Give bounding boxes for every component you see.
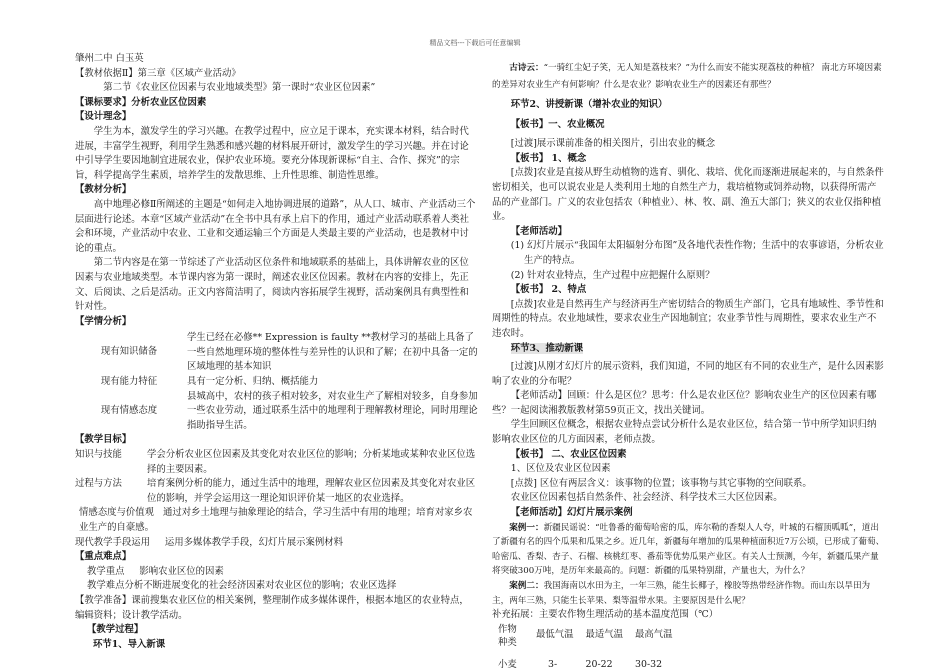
step-3-line xyxy=(492,342,885,357)
transition-2: [过渡]从刚才幻灯片的展示资料，我们知道，不同的地区有不同的农业生产，是什么因素影响了农业的分布呢？ xyxy=(492,361,884,387)
point-location: [点拨] 区位有两层含义：该事物的位置；该事物与其它事物的空间联系。 xyxy=(510,477,812,489)
case-1 xyxy=(492,521,885,579)
factor-1-heading: 1、区位及农业区位因素 xyxy=(510,463,611,475)
table-header-cell: 最高气温 xyxy=(635,629,673,641)
author-line: 肇州二中 白玉英 xyxy=(75,53,144,64)
teaching-means xyxy=(75,536,478,551)
design-text: 学生为本，激发学生的学习兴趣。在教学过程中，应立足于课本，充实课本材料，结合时代进展，丰富学生视野，利用学生熟悉和感兴趣的材料展开研讨，激发学生的学习兴趣。并在讨论中引导学生要因地制宜进展农业，保护农业环境。要充分体现新课标“自主、合作、探究”的宗旨，科学提高学生素质，培养学生的发散思维、上升性思维、制造性思维。 xyxy=(75,125,469,181)
learner-label: 现有情感态度 xyxy=(100,404,158,416)
learner-text: 具有一定分析、归纳、概括能力 xyxy=(187,376,319,388)
learner-analysis-title: 【学情分析】 xyxy=(75,315,132,327)
learner-label: 现有能力特征 xyxy=(100,376,158,388)
goal-attitude xyxy=(75,506,478,535)
right-column xyxy=(492,60,885,672)
table-header-cell: 最低气温 xyxy=(536,629,574,641)
textbook-basis: 【教材依据Ⅱ】第三章《区域产业活动》 xyxy=(75,67,241,79)
teacher-activity-1-title: 【老师活动】 xyxy=(510,225,568,237)
teaching-preparation: 【教学准备】课前搜集农业区位的相关案例，整理制作成多媒体课件，根据本地区的农业特点，编辑资料；设计教学活动。 xyxy=(75,594,469,621)
case-2 xyxy=(492,579,885,608)
table-cell: 20-22 xyxy=(585,658,613,670)
curriculum-requirement: 【课标要求】分析农业区位因素 xyxy=(75,96,207,108)
board-concept: 【板书】 1、概念 xyxy=(510,152,587,164)
teacher-activity-3: 【老师活动】幻灯片展示案例 xyxy=(510,507,633,519)
goal-label: 知识与技能 xyxy=(75,449,122,461)
table-header-cell: 作物种类 xyxy=(498,623,517,648)
goals-table xyxy=(75,448,478,506)
means-text: 运用多媒体教学手段，幻灯片展示案例材料 xyxy=(164,536,344,548)
poem-question xyxy=(492,60,885,94)
key-points-title: 【重点难点】 xyxy=(75,551,132,563)
transition-1: [过渡]展示课前准备的相关图片，引出农业的概念 xyxy=(510,138,715,150)
case-1-text: 新疆民谣说：“吐鲁番的葡萄哈密的瓜，库尔勒的香梨人人夸，叶城的石榴顶呱呱”，道出了新疆有名的四个瓜果和瓜果之乡。近几年，新疆每年增加的瓜果种植面积近7万公顷，已形成了葡萄、哈密瓜、香梨、杏子、石榴、核桃红枣、番茄等优势瓜果产业区。有关人士预测，今年，新疆瓜果产量将突破300万吨，是历年来最高的。问题：新疆的瓜果特别甜，产量也大，为什么？ xyxy=(492,522,885,577)
case-2-text: 我国海南以水田为主，一年三熟，能生长椰子，橡胶等热带经济作物。而山东以旱田为主，两年三熟，只能生长苹果、梨等温带水果。主要原因是什么呢？ xyxy=(492,581,871,606)
table-cell: 3- xyxy=(548,658,558,670)
board-agriculture-overview: 【板书】一、农业概况 xyxy=(510,118,605,130)
point-features: [点拨]农业是自然再生产与经济再生产密切结合的物质生产部门，它具有地域性、季节性和周期性的特点。农业地域性，要求农业生产因地制宜；农业季节性与周期性，要求农业生产不违农时。 xyxy=(492,298,884,339)
goal-label: 情感态度与价值观 xyxy=(79,507,155,519)
left-column xyxy=(75,52,478,652)
table-header-row xyxy=(492,623,679,649)
learner-text: 县城高中，农村的孩子相对较多，对农业生产了解相对较多，自身参加一些农业劳动，通过联系生活中的地理利于理解教材理论，同时用理论指助指导生活。 xyxy=(187,390,478,431)
table-cell: 小麦 xyxy=(498,658,517,670)
board-location-factors: 【板书】 二、农业区位因素 xyxy=(510,448,627,460)
learner-label: 现有知识储备 xyxy=(100,346,158,358)
learner-text: 学生已经在必修** Expression is faulty **教材学习的基础上具备了一些自然地理环境的整体性与差异性的认识和了解；在初中具备一定的区域地理的基本知识 xyxy=(187,332,478,373)
supplement-note: 补充拓展：主要农作物生理活动的基本温度范围（℃） xyxy=(492,609,719,621)
teacher-activity-item: (2) 针对农业特点，生产过程中应把握什么原则？ xyxy=(510,269,715,281)
difficulty-point: 教学难点分析不断进展变化的社会经济因素对农业区位的影响；农业区选择 xyxy=(87,580,397,592)
design-title: 【设计理念】 xyxy=(75,111,132,123)
goal-text: 学会分析农业区位因素及其变化对农业区位的影响；分析某地或某种农业区位选择的主要因素。 xyxy=(147,449,476,475)
table-cell: 30-32 xyxy=(635,658,663,670)
student-activity: 学生回顾区位概念，根据农业特点尝试分析什么是农业区位，结合第一节中所学知识归纳影响农业区位的几方面因素，老师点拨。 xyxy=(492,419,877,446)
key-point xyxy=(75,565,478,580)
case-1-label: 案例一： xyxy=(509,522,544,533)
analysis-paragraph-2: 第二节内容是在第一节综述了产业活动区位条件和地域联系的基础上，具体讲解农业的区位因素与农业地域类型。本节课内容为第一课时，阐述农业区位因素。教材在内容的安排上，先正文、后阅读、之后是活动。正文内容简洁明了，阅读内容拓展学生视野，活动案例具有典型性和针对性。 xyxy=(75,257,469,313)
goal-label: 过程与方法 xyxy=(75,478,122,490)
point-concept: [点拨]农业是直接从野生动植物的选育、驯化、栽培、优化而逐渐进展起来的，与自然条件密切相关，也可以说农业是人类利用土地的自然生产力，栽培植物或饲养动物，以获得所需产品的产业部门。广义的农业包括农（种植业）、林、牧、副、渔五大部门；狭义的农业仅指种植业。 xyxy=(492,167,884,223)
key-label: 教学重点 xyxy=(87,565,125,577)
poem-label: 古诗云： xyxy=(509,63,544,73)
table-header-cell: 最适气温 xyxy=(585,629,624,641)
goals-title: 【教学目标】 xyxy=(75,434,132,446)
table-row xyxy=(492,649,679,672)
crop-temperature-table xyxy=(492,623,679,672)
page-header: 精品文档---下载后可任意编辑 xyxy=(429,39,521,47)
teacher-activity-2: 【老师活动】回顾：什么是区位？思考：什么是农业区位？影响农业生产的区位因素有哪些？一起阅读湘教版教材第59页正文，找出关键词。 xyxy=(492,390,877,416)
goal-text: 通过对乡土地理与抽象理论的结合，学习生活中有用的地理；培育对家乡农业生产的自豪感。 xyxy=(79,507,473,533)
board-features: 【板书】 2、特点 xyxy=(510,284,587,296)
key-text: 影响农业区位的因素 xyxy=(139,565,224,577)
analysis-paragraph-1: 高中地理必修Ⅱ所阐述的主题是“如何走入地协调进展的道路”，从人口、城市、产业活动三个层面进行论述。本章“区域产业活动”在全书中具有承上启下的作用，通过产业活动联系着人类社会和环境，产业活动中农业、工业和交通运输三个方面是人类最主要的产业活动，也是教材中讨论的重点。 xyxy=(75,198,476,254)
means-label: 现代教学手段运用 xyxy=(75,536,151,548)
step-3-heading: 环节3、推动新课 xyxy=(510,342,583,354)
step-1-heading: 环节1、导入新课 xyxy=(93,638,166,650)
process-title: 【教学过程】 xyxy=(87,624,144,636)
lesson-section: 第二节《农业区位因素与农业地域类型》第一课时“农业区位因素” xyxy=(103,82,376,94)
factor-summary: 农业区位因素包括自然条件、社会经济、科学技术三大区位因素。 xyxy=(510,492,783,504)
case-2-label: 案例二： xyxy=(509,581,544,591)
learner-analysis-table xyxy=(75,331,478,433)
step-2-heading: 环节2、讲授新课（增补农业的知识） xyxy=(510,99,668,110)
poem-text: “一骑红尘妃子笑，无人知是荔枝来？”为什么而安不能实现荔枝的种植？ 南北方环境因素的差异对农业生产有何影响？什么是农业？影响农业生产的因素还有那些？ xyxy=(492,63,882,90)
goal-text: 培育案例分析的能力，通过生活中的地理，理解农业区位因素及其变化对农业区位的影响，并学会运用这一理论知识评价某一地区的农业选择。 xyxy=(147,478,476,504)
teacher-activity-item: (1) 幻灯片展示“我国年太阳辐射分布图”及各地代表性作物；生活中的农事谚语，分析农业生产的特点。 xyxy=(510,240,884,266)
analysis-title: 【教材分析】 xyxy=(75,184,132,196)
